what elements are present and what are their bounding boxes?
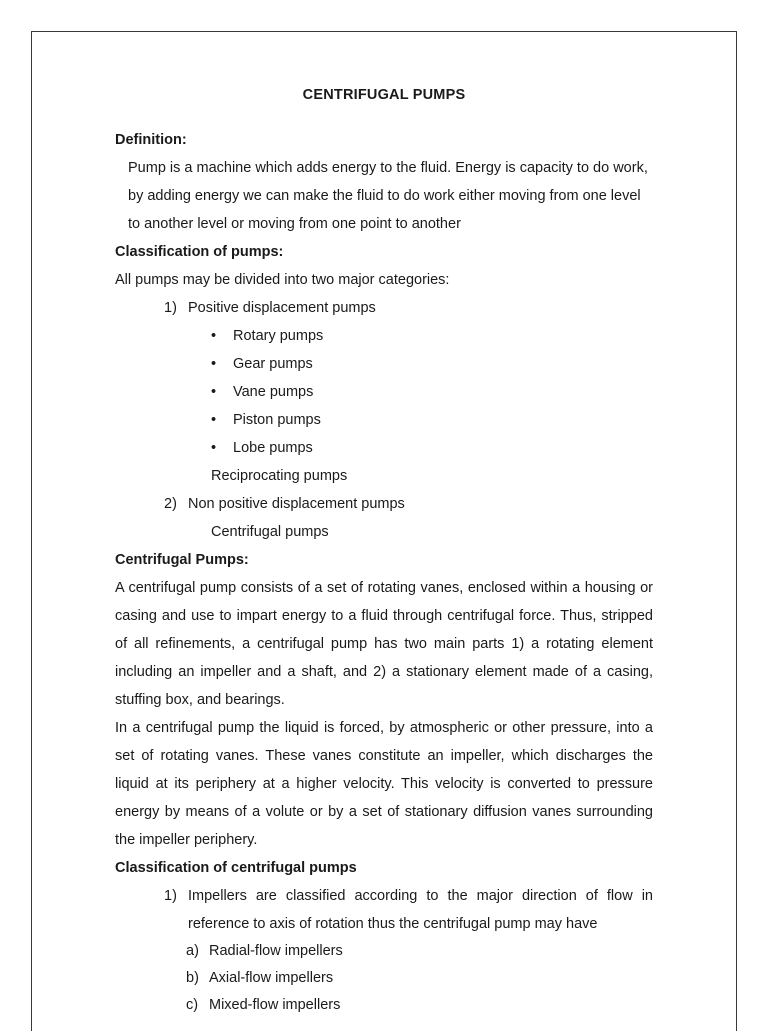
positive-displacement-bullets [115,322,653,462]
list-item-label: Gear pumps [233,356,313,373]
list-item-label: Impellers are classified according to the major direction of flow in reference to axis of rotation thus the centrifugal pump may have [188,888,653,933]
list-item [115,434,653,462]
list-item-label: Axial-flow impellers [209,970,334,987]
list-item [115,992,653,1019]
list-marker: 1) [164,300,177,317]
list-item-label: Mixed-flow impellers [209,997,341,1014]
document-title: CENTRIFUGAL PUMPS [302,87,466,103]
list-item-label: Non positive displacement pumps [188,496,405,513]
bullet-icon: • [211,384,217,401]
list-marker: 2) [164,496,177,513]
list-marker: c) [186,997,199,1014]
bullet-icon: • [211,440,217,457]
centrifugal-pumps-paragraph-2: In a centrifugal pump the liquid is forced, by atmospheric or other pressure, into a set of rotating vanes. These vanes constitute an impeller, which discharges the liquid at its periphery at a higher velocity. This velocity is converted to pressure energy by means of a volute or by a set of stationary diffusion vanes surrounding the impeller periphery. [115,720,653,849]
list-item-label: Piston pumps [233,412,321,429]
centrifugal-pumps-heading: Centrifugal Pumps: [115,552,249,569]
list-item-label: Radial-flow impellers [209,943,343,960]
definition-body: Pump is a machine which adds energy to the fluid. Energy is capacity to do work, by adding energy we can make the fluid to do work either moving from one level to another level or moving from one point to another [128,160,648,233]
centrifugal-pumps-line: Centrifugal pumps [211,524,329,541]
document-content [115,87,653,1019]
reciprocating-pumps-line: Reciprocating pumps [211,468,348,485]
centrifugal-classification-list [115,882,653,1019]
list-item [115,322,653,350]
list-item [115,378,653,406]
classification-of-centrifugal-pumps-heading: Classification of centrifugal pumps [115,860,357,877]
bullet-icon: • [211,412,217,429]
list-item [115,965,653,992]
list-marker: 1) [164,888,177,905]
bullet-icon: • [211,328,217,345]
list-item [115,350,653,378]
classification-of-pumps-intro: All pumps may be divided into two major categories: [115,272,450,289]
document-page [31,31,737,1031]
list-item-positive-displacement [115,294,653,322]
list-item-label: Lobe pumps [233,440,313,457]
list-item-label: Rotary pumps [233,328,324,345]
pump-categories-list [115,294,653,546]
list-item [115,938,653,965]
impeller-types-list [115,938,653,1019]
list-marker: b) [186,970,199,987]
list-item-label: Vane pumps [233,384,314,401]
list-item-label: Positive displacement pumps [188,300,376,317]
list-item-non-positive-displacement [115,490,653,518]
list-item [115,406,653,434]
centrifugal-pumps-paragraph-1: A centrifugal pump consists of a set of rotating vanes, enclosed within a housing or casing and use to impart energy to a fluid through centrifugal force. Thus, stripped of all refinements, a centrifugal pump has two main parts 1) a rotating element including an impeller and a shaft, and 2) a stationary element made of a casing, stuffing box, and bearings. [115,580,653,709]
list-marker: a) [186,943,199,960]
list-item-impellers [115,882,653,938]
classification-of-pumps-heading: Classification of pumps: [115,244,284,261]
bullet-icon: • [211,356,217,373]
definition-heading: Definition: [115,132,187,149]
